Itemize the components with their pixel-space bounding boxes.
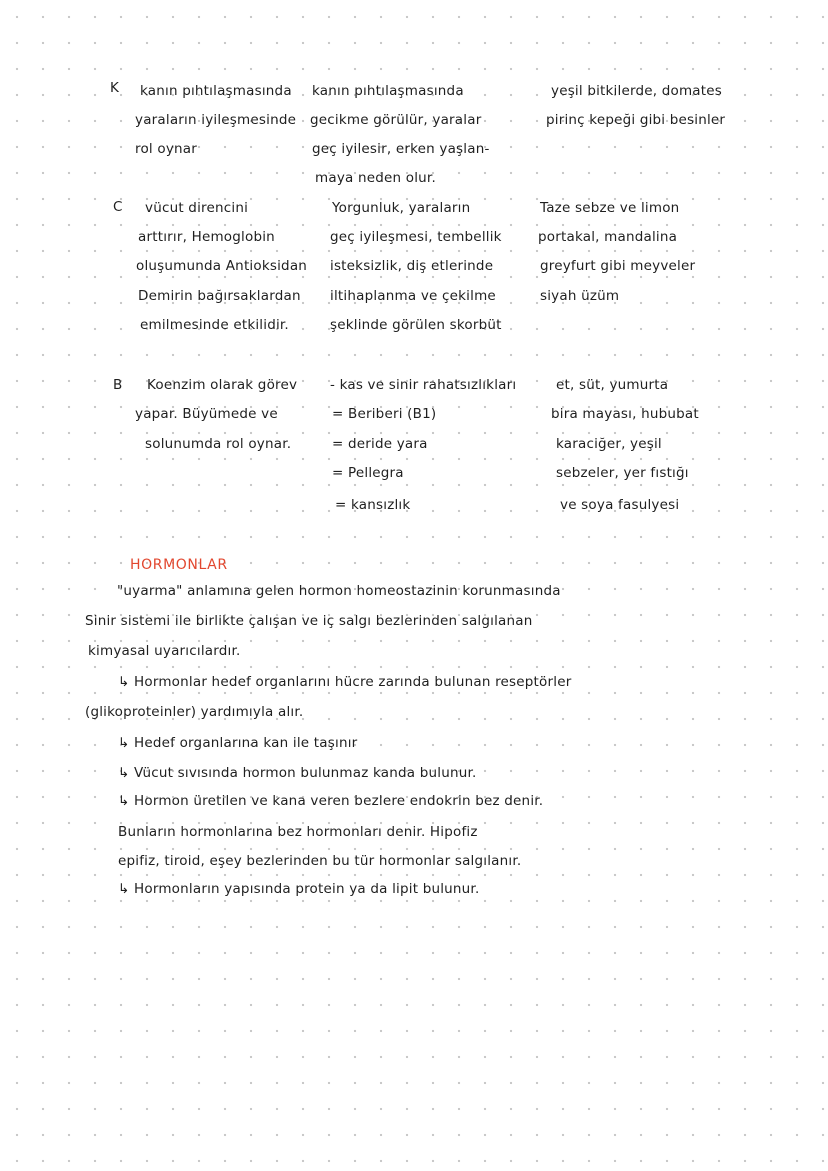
vitamin-k-function: kanın pıhtılaşmasında bbox=[140, 83, 292, 99]
vitamin-c-function: arttırır, Hemoglobin bbox=[138, 229, 275, 245]
vitamin-c-function: vücut direncini bbox=[145, 200, 249, 216]
vitamin-c-deficiency: geç iyileşmesi, tembellik bbox=[330, 229, 502, 245]
vitamin-c-source: portakal, mandalina bbox=[538, 229, 678, 245]
vitamin-c-deficiency: Yorgunluk, yaraların bbox=[332, 200, 471, 216]
hormone-text-line: "uyarma" anlamına gelen hormon homeostazinin korunmasında bbox=[117, 583, 561, 599]
vitamin-k-source: pirinç kepeği gibi besinler bbox=[546, 112, 726, 128]
vitamin-c-deficiency: isteksizlik, diş etlerinde bbox=[330, 258, 494, 274]
vitamin-c-function: emilmesinde etkilidir. bbox=[140, 317, 289, 333]
vitamin-b-source: bira mayası, hububat bbox=[551, 406, 699, 422]
vitamin-k-deficiency: maya neden olur. bbox=[315, 170, 436, 186]
vitamin-b-function: yapar. Büyümede ve bbox=[135, 406, 278, 422]
vitamin-b-function: solunumda rol oynar. bbox=[145, 436, 292, 452]
vitamin-c-deficiency: şeklinde görülen skorbüt bbox=[330, 317, 502, 333]
vitamin-k-source: yeşil bitkilerde, domates bbox=[551, 83, 723, 99]
vitamin-c-function: Demirin bağırsaklardan bbox=[138, 288, 301, 304]
vitamin-b-letter: B bbox=[113, 377, 123, 393]
hormone-text-line: ↳ Hormon üretilen ve kana veren bezlere endokrin bez denir. bbox=[118, 793, 544, 809]
vitamin-c-function: oluşumunda Antioksidan bbox=[136, 258, 308, 274]
vitamin-b-deficiency: = Pellegra bbox=[332, 465, 404, 481]
hormone-text-line: epifiz, tiroid, eşey bezlerinden bu tür hormonlar salgılanır. bbox=[118, 853, 522, 869]
vitamin-c-source: greyfurt gibi meyveler bbox=[540, 258, 696, 274]
hormone-text-line: Sinir sistemi ile birlikte çalışan ve iç salgı bezlerinden salgılanan bbox=[85, 613, 533, 629]
section-title: HORMONLAR bbox=[130, 557, 228, 573]
vitamin-k-letter: K bbox=[110, 80, 120, 96]
vitamin-c-source: Taze sebze ve limon bbox=[540, 200, 680, 216]
vitamin-k-function: yaraların iyileşmesinde bbox=[135, 112, 297, 128]
vitamin-k-deficiency: gecikme görülür, yaralar bbox=[310, 112, 482, 128]
vitamin-b-source: karaciğer, yeşil bbox=[556, 436, 662, 452]
hormone-text-line: Bunların hormonlarına bez hormonları denir. Hipofiz bbox=[118, 824, 478, 840]
hormone-text-line: kimyasal uyarıcılardır. bbox=[88, 643, 241, 659]
vitamin-c-deficiency: iltihaplanma ve çekilme bbox=[330, 288, 496, 304]
hormone-text-line: (glikoproteinler) yardımıyla alır. bbox=[85, 704, 304, 720]
vitamin-c-letter: C bbox=[113, 199, 123, 215]
vitamin-b-deficiency: = deride yara bbox=[332, 436, 428, 452]
vitamin-c-source: siyah üzüm bbox=[540, 288, 620, 304]
vitamin-b-deficiency: = kansızlık bbox=[335, 497, 411, 513]
vitamin-b-deficiency: = Beriberi (B1) bbox=[332, 406, 437, 422]
vitamin-k-function: rol oynar bbox=[135, 141, 197, 157]
vitamin-b-function: Koenzim olarak görev bbox=[147, 377, 298, 393]
vitamin-b-deficiency: - kas ve sinir rahatsızlıkları bbox=[330, 377, 517, 393]
hormone-text-line: ↳ Hormonlar hedef organlarını hücre zarında bulunan reseptörler bbox=[118, 674, 572, 690]
hormone-text-line: ↳ Hedef organlarına kan ile taşınır bbox=[118, 735, 358, 751]
hormone-text-line: ↳ Hormonların yapısında protein ya da lipit bulunur. bbox=[118, 881, 480, 897]
vitamin-b-source: ve soya fasulyesi bbox=[560, 497, 680, 513]
vitamin-k-deficiency: kanın pıhtılaşmasında bbox=[312, 83, 464, 99]
vitamin-b-source: et, süt, yumurta bbox=[556, 377, 669, 393]
vitamin-b-source: sebzeler, yer fıstığı bbox=[556, 465, 689, 481]
vitamin-k-deficiency: geç iyilesir, erken yaşlan- bbox=[312, 141, 490, 157]
hormone-text-line: ↳ Vücut sıvısında hormon bulunmaz kanda bulunur. bbox=[118, 765, 477, 781]
